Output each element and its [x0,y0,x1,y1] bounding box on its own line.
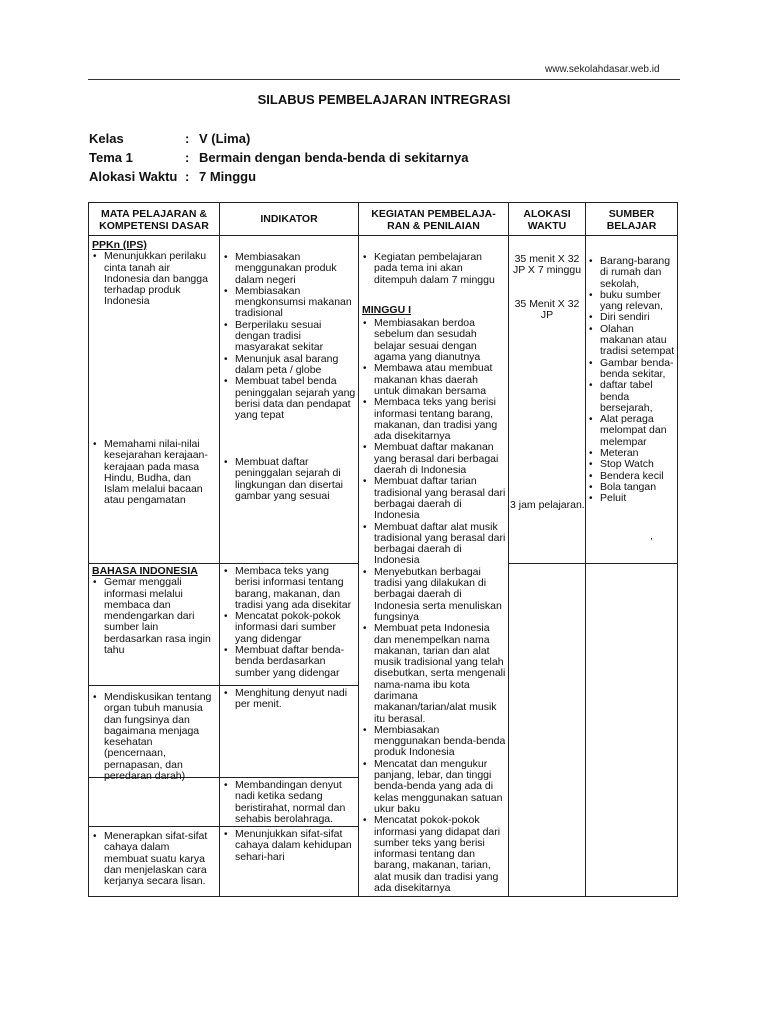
header-indikator [220,213,358,225]
header-line: KOMPETENSI DASAR [99,220,209,232]
table-border [88,202,678,203]
meta-key: Alokasi Waktu [89,169,178,184]
kegiatan-item: • Membiasakan berdoa sebelum dan sesudah belajar sesuai dengan agama yang dianutnya [362,318,506,363]
sumber-item: • Peluit [588,493,676,504]
table-border [88,896,678,897]
indikator-ipa3-cell [223,829,356,863]
kd-ppkn-2-cell [92,439,216,507]
indikator-bi-cell [223,566,356,679]
indikator-ppkn-2-cell [223,457,356,502]
header-mata-pelajaran [89,208,219,232]
header-sumber [586,208,677,232]
sumber-item: • Bendera kecil [588,471,676,482]
kd-ppkn-cell [92,240,216,308]
kegiatan-item: • Membuat daftar tarian tradisional yang berasal dari berbagai daerah di Indonesia [362,476,506,521]
column-divider [508,202,509,897]
sumber-trailing-comma: , [650,530,653,542]
indikator-item: • Membaca teks yang berisi informasi tentang barang, makanan, dan tradisi yang ada disekitar [223,566,356,611]
sumber-item: • Alat peraga melompat dan melempar [588,414,676,448]
kegiatan-item: • Membawa atau membuat makanan khas daerah untuk dimakan bersama [362,363,506,397]
minggu-label: MINGGU I [362,303,411,316]
indikator-item: • Membandingan denyut nadi ketika sedang beristirahat, normal dan sehabis berolahraga. [223,780,356,825]
alokasi-3: 3 jam pelajaran. [510,499,585,511]
header-kegiatan [359,208,508,232]
sumber-item: • Diri sendiri [588,312,676,323]
kd-item: • Menunjukkan perilaku cinta tanah air Indonesia dan bangga terhadap produk Indonesia [92,251,216,307]
column-divider [585,202,586,897]
header-line: ALOKASI [523,208,571,220]
table-header-rule [88,235,678,236]
meta-value: 7 Minggu [199,169,257,184]
subject-label-bahasa-indonesia: BAHASA INDONESIA [92,565,198,577]
header-line: BELAJAR [606,220,657,232]
indikator-item: • Membuat tabel benda peninggalan sejarah yang berisi data dan pendapat yang tepat [223,376,356,421]
row-divider [88,563,358,564]
kegiatan-item: • Membuat daftar alat musik tradisional yang berasal dari berbagai daerah di Indonesia [362,522,506,567]
sumber-item: • daftar tabel benda bersejarah, [588,380,676,414]
column-divider [358,202,359,897]
indikator-item: • Membiasakan menggunakan produk dalam negeri [223,252,356,286]
table-border [88,202,89,897]
indikator-ipa2-cell [223,780,356,825]
kegiatan-item: • Menyebutkan berbagai tradisi yang dilakukan di berbagai daerah di Indonesia serta menuliskan fungsinya [362,567,506,623]
site-url: www.sekolahdasar.web.id [545,64,660,75]
alokasi-2: 35 Menit X 32 JP [514,298,580,322]
meta-colon: : [185,169,190,184]
sumber-item: • Bola tangan [588,482,676,493]
kegiatan-item: • Mencatat pokok-pokok informasi yang didapat dari sumber teks yang berisi informasi tentang dan barang, makanan, tarian, alat musik dan tradisi yang ada disekitarnya [362,815,506,894]
kd-item: • Memahami nilai-nilai kesejarahan kerajaan-kerajaan pada masa Hindu, Budha, dan Islam melalui bacaan atau pengamatan [92,439,216,507]
indikator-item: • Membuat daftar benda-benda berdasarkan sumber yang didengar [223,645,356,679]
header-line: KEGIATAN PEMBELAJA- [371,208,496,220]
sumber-item: • Gambar benda-benda sekitar, [588,358,676,381]
indikator-ppkn-cell [223,252,356,421]
kegiatan-item: • Membuat peta Indonesia dan menempelkan nama makanan, tarian dan alat musik tradisional yang telah disebutkan, serta mengenali nama-nama ibu kota darimana makanan/tarian/alat musik itu berasal. [362,623,506,725]
header-line: INDIKATOR [260,213,318,225]
subject-label-ppkn: PPKn (IPS) [92,239,147,251]
kd-item: • Menerapkan sifat-sifat cahaya dalam membuat suatu karya dan menjelaskan cara kerjanya secara lisan. [92,831,216,887]
alokasi-1: 35 menit X 32 JP X 7 minggu [512,253,582,277]
sumber-item: • Meteran [588,448,676,459]
indikator-item: • Menunjuk asal barang dalam peta / globe [223,354,356,377]
sumber-item: • Stop Watch [588,459,676,470]
column-divider [219,202,220,897]
kegiatan-intro: • Kegiatan pembelajaran pada tema ini akan ditempuh dalam 7 minggu [362,252,506,286]
meta-value: Bermain dengan benda-benda di sekitarnya [199,150,469,165]
meta-value: V (Lima) [199,131,251,146]
kegiatan-cell [362,252,506,894]
kegiatan-item: • Membiasakan menggunakan benda-benda produk Indonesia [362,725,506,759]
header-line: MATA PELAJARAN & [101,208,207,220]
indikator-item: • Membiasakan mengkonsumsi makanan tradisional [223,286,356,320]
kd-item: • Mendiskusikan tentang organ tubuh manusia dan fungsinya dan bagaimana menjaga kesehatan (pencernaan, pernapasan, dan peredaran darah) [92,692,216,782]
kd-ipa1-cell [92,692,216,782]
header-alokasi [509,208,585,232]
meta-colon: : [185,131,190,146]
sumber-item: • buku sumber yang relevan, [588,290,676,313]
kd-item: • Gemar menggali informasi melalui membaca dan mendengarkan dari sumber lain berdasarkan rasa ingin tahu [92,577,216,656]
kegiatan-item: • Mencatat dan mengukur panjang, lebar, dan tinggi benda-benda yang ada di kelas menggunakan satuan ukur baku [362,759,506,815]
sumber-cell [588,256,676,505]
header-line: RAN & PENILAIAN [387,220,480,232]
row-divider [508,563,678,564]
meta-colon: : [185,150,190,165]
meta-key: Tema 1 [89,150,133,165]
kd-bi-cell [92,566,216,656]
table-border [677,202,678,897]
sumber-item: • Barang-barang di rumah dan sekolah, [588,256,676,290]
sumber-item: • Olahan makanan atau tradisi setempat [588,324,676,358]
meta-key: Kelas [89,131,124,146]
kegiatan-item: • Membuat daftar makanan yang berasal dari berbagai daerah di Indonesia [362,442,506,476]
indikator-ipa1-cell [223,688,356,711]
row-divider [88,826,358,827]
row-divider [88,685,358,686]
indikator-item: • Membuat daftar peninggalan sejarah di lingkungan dan disertai gambar yang sesuai [223,457,356,502]
indikator-item: • Berperilaku sesuai dengan tradisi masyarakat sekitar [223,320,356,354]
kd-ipa3-cell [92,831,216,887]
indikator-item: • Menunjukkan sifat-sifat cahaya dalam kehidupan sehari-hari [223,829,356,863]
indikator-item: • Menghitung denyut nadi per menit. [223,688,356,711]
kegiatan-item: • Membaca teks yang berisi informasi tentang barang, makanan, dan tradisi yang ada disekitarnya [362,397,506,442]
header-line: WAKTU [527,220,567,232]
document-title: SILABUS PEMBELAJARAN INTREGRASI [257,92,511,107]
indikator-item: • Mencatat pokok-pokok informasi dari sumber yang didengar [223,611,356,645]
header-line: SUMBER [608,208,655,220]
